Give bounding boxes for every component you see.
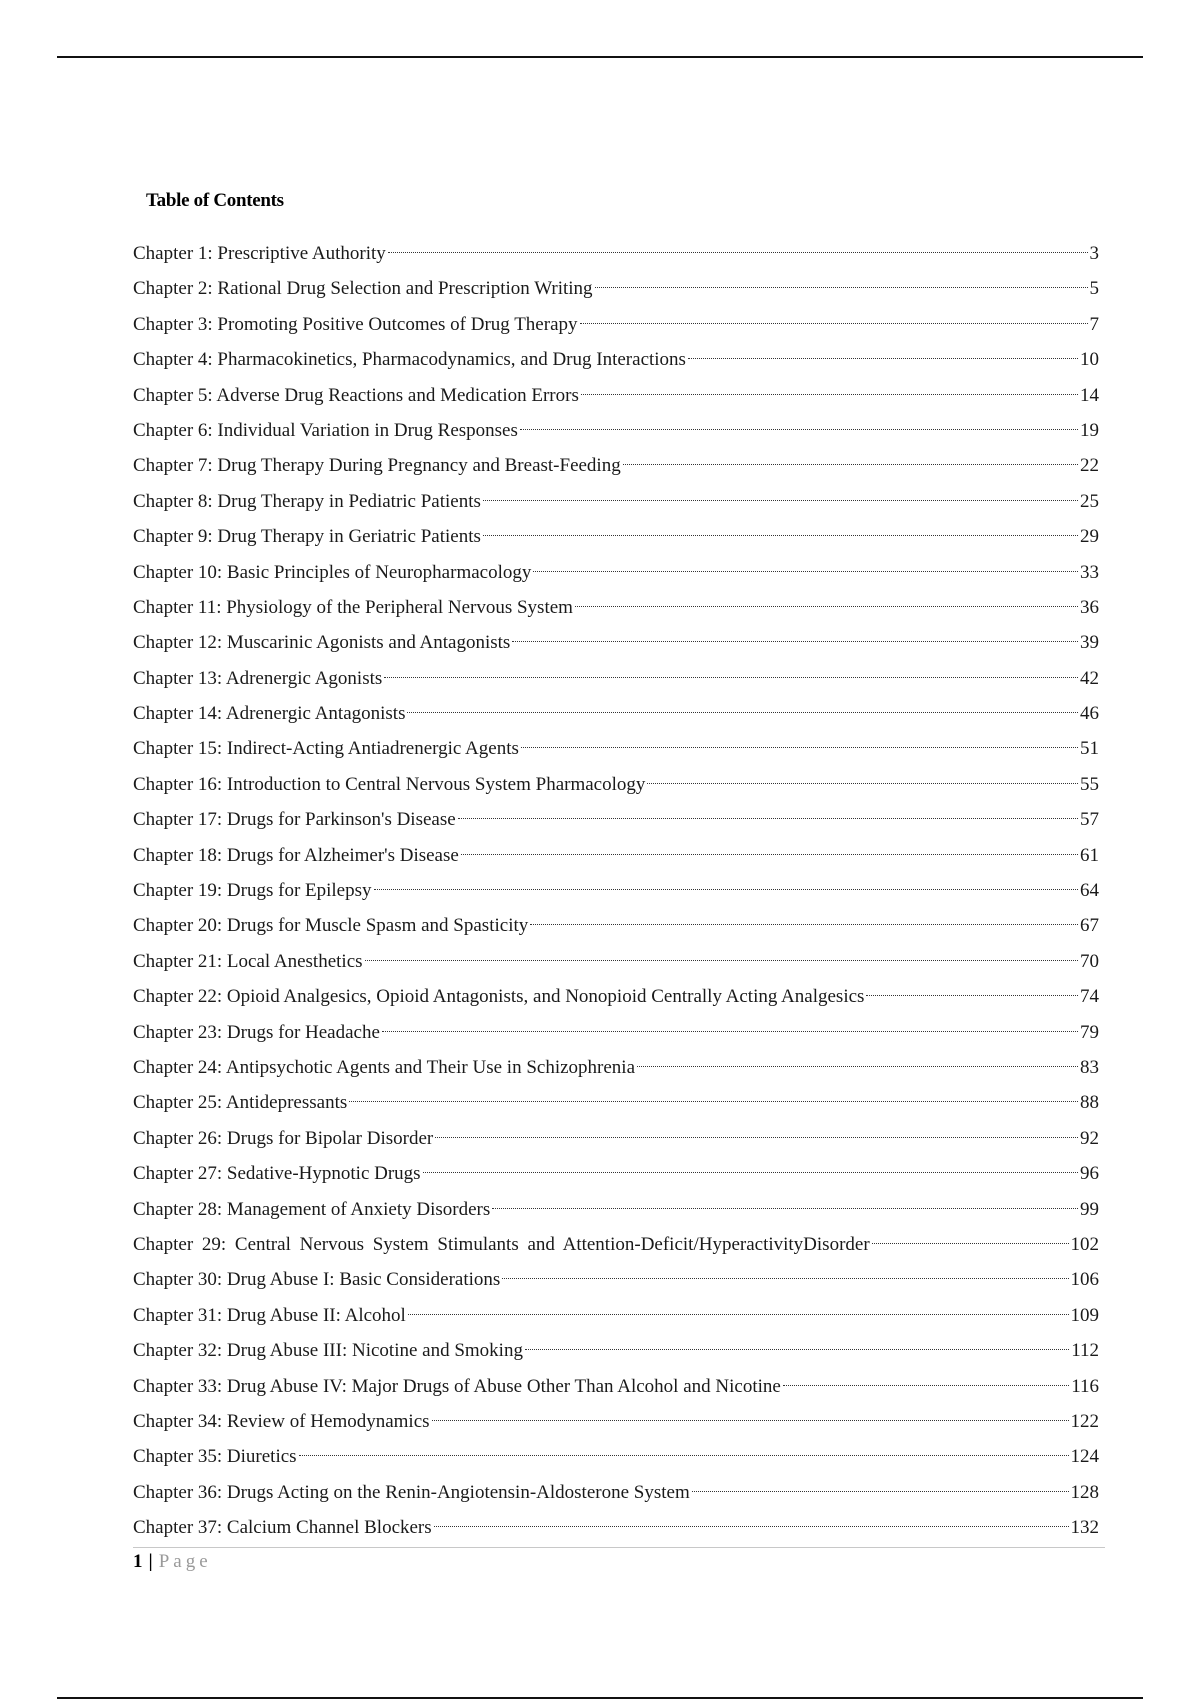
toc-entry-page: 10: [1080, 349, 1099, 371]
toc-entry[interactable]: [133, 873, 1099, 908]
toc-entry-title: Chapter 35: Diuretics: [133, 1446, 297, 1468]
toc-entry[interactable]: [133, 1439, 1099, 1474]
dot-leader: [492, 1208, 1078, 1209]
toc-entry-page: 79: [1080, 1021, 1099, 1043]
toc-entry[interactable]: [133, 979, 1099, 1014]
toc-entry-page: 83: [1080, 1056, 1099, 1078]
dot-leader: [382, 1031, 1078, 1032]
toc-list: [133, 236, 1099, 1545]
toc-entry-page: 106: [1070, 1269, 1099, 1291]
toc-entry-title: Chapter 20: Drugs for Muscle Spasm and Spasticity: [133, 915, 529, 937]
dot-leader: [530, 924, 1078, 925]
toc-entry-title: Chapter 24: Antipsychotic Agents and Their Use in Schizophrenia: [133, 1056, 635, 1078]
top-page-rule: [57, 56, 1143, 58]
toc-entry-page: 99: [1080, 1198, 1099, 1220]
toc-entry-page: 109: [1070, 1304, 1099, 1326]
toc-entry-title: Chapter 31: Drug Abuse II: Alcohol: [133, 1304, 406, 1326]
toc-entry[interactable]: [133, 1227, 1099, 1262]
dot-leader: [432, 1420, 1069, 1421]
toc-entry[interactable]: [133, 1156, 1099, 1191]
toc-entry-page: 67: [1080, 915, 1099, 937]
toc-entry-title: Chapter 13: Adrenergic Agonists: [133, 667, 383, 689]
toc-entry-page: 112: [1071, 1340, 1099, 1362]
page-number: 1: [133, 1551, 143, 1572]
toc-entry-page: 42: [1080, 667, 1099, 689]
dot-leader: [423, 1172, 1078, 1173]
dot-leader: [374, 889, 1078, 890]
dot-leader: [299, 1455, 1069, 1456]
dot-leader: [458, 818, 1078, 819]
dot-leader: [575, 606, 1078, 607]
toc-entry-title: Chapter 21: Local Anesthetics: [133, 950, 363, 972]
toc-entry-page: 39: [1080, 632, 1099, 654]
toc-entry-page: 19: [1080, 419, 1099, 441]
toc-entry-page: 57: [1080, 809, 1099, 831]
dot-leader: [483, 535, 1078, 536]
toc-heading: Table of Contents: [146, 190, 284, 211]
toc-entry-title: Chapter 5: Adverse Drug Reactions and Medication Errors: [133, 384, 579, 406]
toc-entry[interactable]: [133, 696, 1099, 731]
toc-entry-page: 116: [1071, 1375, 1099, 1397]
toc-entry-page: 22: [1080, 455, 1099, 477]
toc-entry[interactable]: [133, 342, 1099, 377]
dot-leader: [866, 995, 1078, 996]
toc-entry-title: Chapter 28: Management of Anxiety Disorders: [133, 1198, 491, 1220]
toc-entry[interactable]: [133, 944, 1099, 979]
toc-entry-title: Chapter 33: Drug Abuse IV: Major Drugs of Abuse Other Than Alcohol and Nicotine: [133, 1375, 781, 1397]
dot-leader: [581, 394, 1078, 395]
toc-entry-title: Chapter 18: Drugs for Alzheimer's Disease: [133, 844, 459, 866]
toc-entry-title: Chapter 15: Indirect-Acting Antiadrenergic Agents: [133, 738, 519, 760]
toc-entry-page: 14: [1080, 384, 1099, 406]
toc-entry[interactable]: [133, 1121, 1099, 1156]
toc-entry[interactable]: [133, 555, 1099, 590]
toc-entry[interactable]: [133, 1333, 1099, 1368]
toc-entry-title: Chapter 2: Rational Drug Selection and Prescription Writing: [133, 278, 593, 300]
toc-entry[interactable]: [133, 1404, 1099, 1439]
toc-entry[interactable]: [133, 625, 1099, 660]
toc-entry-page: 61: [1080, 844, 1099, 866]
toc-entry-title: Chapter 23: Drugs for Headache: [133, 1021, 380, 1043]
toc-entry[interactable]: [133, 448, 1099, 483]
toc-entry[interactable]: [133, 271, 1099, 306]
toc-entry-page: 132: [1070, 1517, 1099, 1539]
toc-entry-page: 74: [1080, 986, 1099, 1008]
toc-entry-title: Chapter 26: Drugs for Bipolar Disorder: [133, 1127, 434, 1149]
toc-entry-title: Chapter 7: Drug Therapy During Pregnancy and Breast-Feeding: [133, 455, 621, 477]
toc-entry[interactable]: [133, 661, 1099, 696]
toc-entry[interactable]: [133, 378, 1099, 413]
toc-entry-page: 7: [1089, 313, 1099, 335]
dot-leader: [623, 464, 1078, 465]
dot-leader: [512, 641, 1078, 642]
toc-entry-page: 122: [1070, 1410, 1099, 1432]
toc-entry-page: 70: [1080, 950, 1099, 972]
dot-leader: [637, 1066, 1078, 1067]
toc-entry-title: Chapter 17: Drugs for Parkinson's Disease: [133, 809, 456, 831]
toc-entry-page: 51: [1080, 738, 1099, 760]
toc-entry[interactable]: [133, 1015, 1099, 1050]
toc-entry[interactable]: [133, 1475, 1099, 1510]
toc-entry-title: Chapter 10: Basic Principles of Neuropharmacology: [133, 561, 532, 583]
bottom-page-rule: [57, 1697, 1143, 1699]
dot-leader: [521, 747, 1078, 748]
toc-entry[interactable]: [133, 767, 1099, 802]
toc-entry-title: Chapter 6: Individual Variation in Drug Responses: [133, 419, 518, 441]
footer-rule: [133, 1547, 1105, 1548]
toc-entry-title: Chapter 1: Prescriptive Authority: [133, 243, 386, 264]
dot-leader: [483, 500, 1078, 501]
toc-entry-page: 25: [1080, 490, 1099, 512]
dot-leader: [388, 252, 1088, 253]
dot-leader: [647, 783, 1078, 784]
toc-entry[interactable]: [133, 590, 1099, 625]
dot-leader: [408, 1314, 1069, 1315]
toc-entry-page: 55: [1080, 773, 1099, 795]
toc-entry[interactable]: [133, 413, 1099, 448]
toc-entry-title: Chapter 19: Drugs for Epilepsy: [133, 880, 372, 902]
toc-entry-title: Chapter 3: Promoting Positive Outcomes of Drug Therapy: [133, 313, 578, 335]
dot-leader: [502, 1278, 1068, 1279]
toc-entry[interactable]: [133, 1050, 1099, 1085]
toc-entry-title: Chapter 12: Muscarinic Agonists and Antagonists: [133, 632, 511, 654]
toc-entry-title: Chapter 27: Sedative-Hypnotic Drugs: [133, 1163, 421, 1185]
dot-leader: [434, 1526, 1069, 1527]
toc-entry-title: Chapter 34: Review of Hemodynamics: [133, 1410, 430, 1432]
dot-leader: [688, 358, 1078, 359]
toc-entry-title: Chapter 37: Calcium Channel Blockers: [133, 1517, 432, 1539]
toc-entry[interactable]: [133, 802, 1099, 837]
page-footer: [133, 1549, 212, 1575]
toc-entry[interactable]: [133, 519, 1099, 554]
dot-leader: [783, 1385, 1069, 1386]
toc-entry-page: 124: [1070, 1446, 1099, 1468]
dot-leader: [461, 854, 1078, 855]
dot-leader: [520, 429, 1078, 430]
dot-leader: [595, 287, 1088, 288]
toc-entry-title: Chapter 29: Central Nervous System Stimulants and Attention-Deficit/HyperactivityDisorder: [133, 1233, 870, 1255]
toc-entry-title: Chapter 30: Drug Abuse I: Basic Considerations: [133, 1269, 501, 1291]
toc-entry-title: Chapter 11: Physiology of the Peripheral Nervous System: [133, 596, 573, 618]
toc-entry-title: Chapter 22: Opioid Analgesics, Opioid Antagonists, and Nonopioid Centrally Acting Analgesics: [133, 986, 865, 1008]
toc-entry-page: 36: [1080, 596, 1099, 618]
toc-entry[interactable]: [133, 236, 1099, 271]
toc-entry[interactable]: [133, 484, 1099, 519]
toc-entry-page: 102: [1070, 1233, 1099, 1255]
toc-entry-page: 29: [1080, 526, 1099, 548]
toc-entry-title: Chapter 9: Drug Therapy in Geriatric Patients: [133, 526, 481, 548]
toc-entry[interactable]: [133, 1085, 1099, 1120]
toc-entry-title: Chapter 4: Pharmacokinetics, Pharmacodynamics, and Drug Interactions: [133, 349, 686, 371]
toc-entry-page: 88: [1080, 1092, 1099, 1114]
toc-entry-page: 96: [1080, 1163, 1099, 1185]
toc-entry-title: Chapter 14: Adrenergic Antagonists: [133, 703, 406, 725]
dot-leader: [692, 1491, 1069, 1492]
toc-entry-page: 3: [1089, 243, 1099, 264]
dot-leader: [435, 1137, 1078, 1138]
page-label: Page: [158, 1551, 212, 1572]
dot-leader: [365, 960, 1078, 961]
toc-entry[interactable]: [133, 731, 1099, 766]
dot-leader: [525, 1349, 1069, 1350]
dot-leader: [407, 712, 1078, 713]
toc-entry-title: Chapter 16: Introduction to Central Nervous System Pharmacology: [133, 773, 646, 795]
toc-entry[interactable]: [133, 1369, 1099, 1404]
toc-entry-page: 64: [1080, 880, 1099, 902]
toc-entry-page: 46: [1080, 703, 1099, 725]
dot-leader: [349, 1101, 1078, 1102]
toc-entry[interactable]: [133, 1262, 1099, 1297]
toc-entry[interactable]: [133, 1510, 1099, 1545]
toc-entry-title: Chapter 25: Antidepressants: [133, 1092, 348, 1114]
toc-entry-page: 33: [1080, 561, 1099, 583]
toc-entry[interactable]: [133, 1298, 1099, 1333]
toc-entry[interactable]: [133, 307, 1099, 342]
toc-entry[interactable]: [133, 838, 1099, 873]
page-separator: |: [148, 1551, 153, 1572]
toc-entry[interactable]: [133, 908, 1099, 943]
toc-entry-page: 5: [1089, 278, 1099, 300]
dot-leader: [533, 571, 1078, 572]
dot-leader: [384, 677, 1078, 678]
toc-entry-page: 92: [1080, 1127, 1099, 1149]
toc-entry-page: 128: [1070, 1481, 1099, 1503]
toc-entry-title: Chapter 8: Drug Therapy in Pediatric Patients: [133, 490, 481, 512]
toc-entry-title: Chapter 32: Drug Abuse III: Nicotine and Smoking: [133, 1340, 523, 1362]
dot-leader: [872, 1243, 1069, 1244]
toc-entry[interactable]: [133, 1192, 1099, 1227]
dot-leader: [580, 323, 1088, 324]
toc-entry-title: Chapter 36: Drugs Acting on the Renin-Angiotensin-Aldosterone System: [133, 1481, 690, 1503]
